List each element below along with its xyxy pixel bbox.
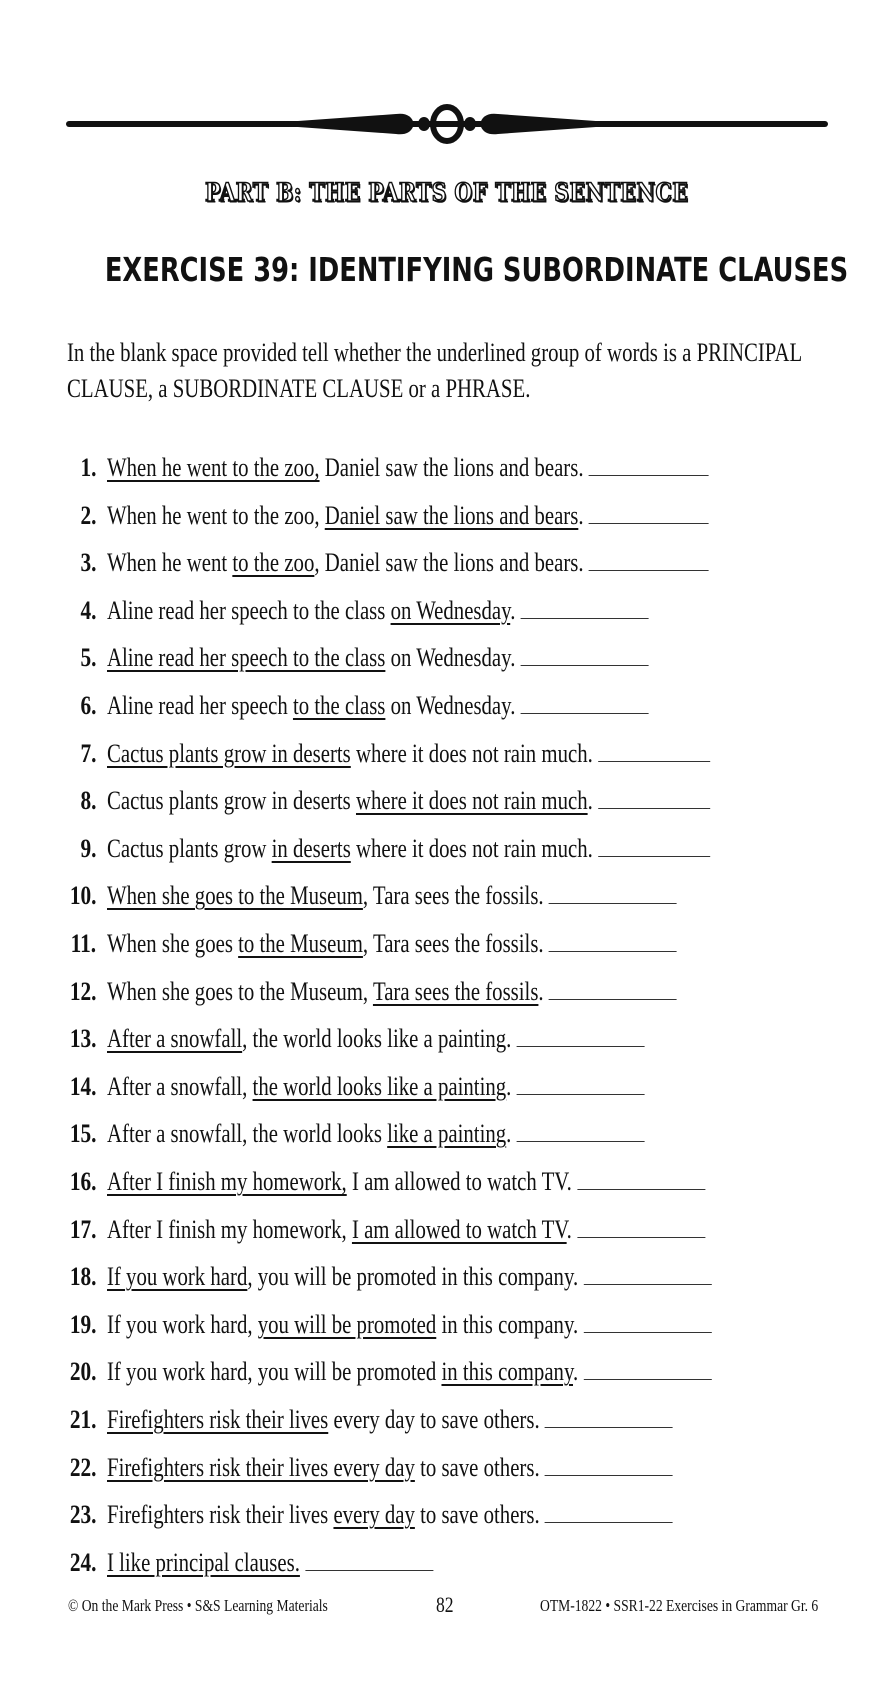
item-sentence (107, 1024, 779, 1054)
sentence-before: Aline read her speech (107, 691, 293, 720)
exercise-item (0, 1405, 893, 1445)
item-sentence (107, 548, 859, 578)
item-number: 7. (80, 738, 96, 768)
sentence-before: When she goes to the Museum, (107, 976, 373, 1006)
item-number: 24. (69, 1547, 96, 1577)
item-number: 17. (69, 1214, 96, 1244)
answer-blank[interactable] (549, 881, 677, 904)
underlined-phrase: After I finish my homework, (107, 1167, 347, 1196)
exercise-title: EXERCISE 39: IDENTIFYING SUBORDINATE CLAUSES (104, 250, 849, 289)
item-number: 6. (80, 691, 96, 720)
sentence-after: in this company. (436, 1309, 584, 1339)
exercise-item (0, 977, 893, 1017)
item-number: 8. (80, 786, 96, 816)
item-sentence (107, 1262, 863, 1292)
answer-blank[interactable] (583, 1357, 711, 1380)
answer-blank[interactable] (589, 501, 709, 524)
exercise-item (0, 834, 893, 874)
item-number: 22. (69, 1452, 96, 1482)
underlined-phrase: where it does not rain much (355, 786, 588, 816)
item-number: 15. (69, 1119, 96, 1149)
item-sentence (107, 786, 861, 816)
answer-blank[interactable] (549, 977, 677, 1000)
item-sentence (107, 1215, 855, 1245)
exercise-item (0, 1215, 893, 1255)
footer-copyright: © On the Mark Press • S&S Learning Materials (68, 1596, 328, 1615)
answer-blank[interactable] (521, 596, 649, 619)
answer-blank[interactable] (577, 1167, 705, 1190)
underlined-phrase: Firefighters risk their lives (107, 1405, 329, 1434)
sentence-before: If you work hard, you will be promoted (107, 1357, 442, 1387)
answer-blank[interactable] (577, 1215, 705, 1238)
underlined-phrase: Cactus plants grow in deserts (107, 738, 351, 768)
sentence-after: , you will be promoted in this company. (247, 1262, 584, 1292)
answer-blank[interactable] (517, 1072, 645, 1095)
sentence-after: I am allowed to watch TV. (346, 1167, 578, 1196)
underlined-phrase: in this company (441, 1357, 573, 1387)
underlined-phrase: I like principal clauses. (107, 1547, 300, 1577)
answer-blank[interactable] (545, 1405, 673, 1428)
item-sentence (107, 1167, 855, 1197)
item-sentence (107, 643, 784, 673)
item-sentence (107, 929, 819, 959)
footer-product-code: OTM-1822 • SSR1-22 Exercises in Grammar Gr. 6 (540, 1596, 819, 1615)
item-sentence (107, 1357, 863, 1387)
sentence-before: If you work hard, (107, 1309, 258, 1339)
sentence-before: After a snowfall, the world looks (107, 1119, 388, 1149)
sentence-after: to save others. (414, 1452, 545, 1482)
answer-blank[interactable] (598, 786, 710, 809)
underlined-phrase: to the zoo (232, 548, 315, 578)
answer-blank[interactable] (598, 739, 710, 762)
item-number: 1. (80, 453, 96, 482)
item-sentence (107, 1072, 779, 1102)
underlined-phrase: you will be promoted (257, 1309, 437, 1339)
underlined-phrase: every day (333, 1500, 415, 1530)
sentence-before: Aline read her speech to the class (107, 595, 391, 625)
answer-blank[interactable] (545, 1453, 673, 1476)
sentence-after: , Tara sees the fossils. (362, 881, 549, 911)
item-number: 18. (69, 1262, 96, 1292)
underlined-phrase: Tara sees the fossils (372, 976, 539, 1006)
answer-blank[interactable] (549, 929, 677, 952)
sentence-after: . (587, 786, 599, 816)
item-sentence (107, 1310, 863, 1340)
exercise-item (0, 881, 893, 921)
item-number: 16. (69, 1167, 96, 1196)
item-number: 9. (80, 833, 96, 863)
sentence-after: . (510, 595, 521, 625)
underlined-phrase: in deserts (271, 833, 351, 863)
sentence-after: . (566, 1214, 578, 1244)
underlined-phrase: to the class (292, 691, 386, 720)
item-number: 3. (80, 548, 96, 578)
answer-blank[interactable] (521, 643, 649, 666)
exercise-item (0, 643, 893, 683)
sentence-after: on Wednesday. (385, 691, 521, 720)
underlined-phrase: After a snowfall (107, 1024, 243, 1054)
page-number: 82 (436, 1592, 454, 1617)
sentence-after: every day to save others. (328, 1405, 545, 1434)
sentence-before: When she goes (107, 929, 239, 958)
item-number: 13. (69, 1024, 96, 1054)
exercise-item (0, 929, 893, 969)
exercise-item (0, 1024, 893, 1064)
item-number: 10. (69, 881, 96, 911)
item-number: 14. (69, 1071, 96, 1101)
sentence-after: Daniel saw the lions and bears. (319, 453, 589, 482)
item-number: 4. (80, 595, 96, 625)
item-sentence (107, 501, 859, 531)
exercise-item (0, 1357, 893, 1397)
item-number: 11. (70, 929, 96, 958)
sentence-before: When he went to the zoo, (107, 500, 325, 530)
answer-blank[interactable] (521, 691, 649, 714)
sentence-after: . (573, 1357, 584, 1387)
sentence-after: , Tara sees the fossils. (362, 929, 549, 958)
underlined-phrase: When he went to the zoo, (107, 453, 320, 482)
exercise-item (0, 548, 893, 588)
item-number: 23. (69, 1500, 96, 1530)
item-sentence (107, 1500, 814, 1530)
item-sentence (107, 1405, 814, 1435)
exercise-item (0, 1119, 893, 1159)
exercise-item (0, 1072, 893, 1112)
answer-blank[interactable] (545, 1500, 673, 1523)
exercise-item (0, 1262, 893, 1302)
exercise-item (0, 453, 893, 493)
answer-blank[interactable] (589, 453, 709, 476)
exercise-item (0, 596, 893, 636)
item-number: 2. (80, 500, 96, 530)
exercise-item (0, 691, 893, 731)
item-number: 12. (69, 976, 96, 1006)
item-sentence (107, 691, 784, 721)
answer-blank[interactable] (517, 1119, 645, 1142)
exercise-item (0, 1500, 893, 1540)
underlined-phrase: Aline read her speech to the class (107, 643, 386, 673)
sentence-after: . (578, 500, 589, 530)
underlined-phrase: on Wednesday (390, 595, 511, 625)
sentence-before: Cactus plants grow in deserts (107, 786, 356, 816)
answer-blank[interactable] (583, 1310, 711, 1333)
sentence-after: on Wednesday. (385, 643, 521, 673)
page-footer (0, 1592, 893, 1622)
item-number: 20. (69, 1357, 96, 1387)
underlined-phrase: When she goes to the Museum (107, 881, 363, 911)
item-number: 19. (69, 1309, 96, 1339)
underlined-phrase: like a painting (387, 1119, 507, 1149)
sentence-after: . (506, 1071, 517, 1101)
item-sentence (107, 1453, 814, 1483)
item-sentence (107, 453, 859, 483)
instructions: In the blank space provided tell whether the underlined group of words is a PRINCIPAL CLAUSE, a SUBORDINATE CLAUSE or a PHRASE. (67, 338, 803, 403)
sentence-after: where it does not rain much. (350, 738, 599, 768)
exercise-item (0, 1167, 893, 1207)
answer-blank[interactable] (589, 548, 709, 571)
underlined-phrase: If you work hard (107, 1262, 248, 1292)
item-sentence (107, 596, 784, 626)
sentence-after: where it does not rain much. (350, 833, 599, 863)
sentence-before: After I finish my homework, (107, 1214, 352, 1244)
exercise-item (0, 1453, 893, 1493)
exercise-item (0, 501, 893, 541)
underlined-phrase: Firefighters risk their lives every day (107, 1452, 415, 1482)
exercise-item (0, 1310, 893, 1350)
sentence-after: . (538, 976, 549, 1006)
item-number: 5. (80, 643, 96, 673)
item-sentence (107, 1548, 515, 1578)
item-sentence (107, 881, 819, 911)
sentence-after: . (506, 1119, 517, 1149)
answer-blank[interactable] (517, 1024, 645, 1047)
exercise-item (0, 1548, 893, 1588)
sentence-before: When he went (107, 548, 233, 578)
decorative-divider-ornament (66, 100, 828, 150)
underlined-phrase: Daniel saw the lions and bears (324, 500, 579, 530)
item-sentence (107, 1119, 779, 1149)
item-number: 21. (69, 1405, 96, 1434)
item-sentence (107, 739, 861, 769)
exercise-item (0, 739, 893, 779)
sentence-before: Firefighters risk their lives (107, 1500, 334, 1530)
answer-blank[interactable] (598, 834, 710, 857)
sentence-before: Cactus plants grow (107, 833, 272, 863)
sentence-before: After a snowfall, (107, 1071, 253, 1101)
underlined-phrase: to the Museum (238, 929, 363, 958)
underlined-phrase: I am allowed to watch TV (351, 1214, 567, 1244)
part-title: PART B: THE PARTS OF THE SENTENCE (204, 178, 689, 207)
answer-blank[interactable] (305, 1548, 433, 1571)
underlined-phrase: the world looks like a painting (252, 1071, 507, 1101)
item-sentence (107, 977, 819, 1007)
sentence-after: , the world looks like a painting. (242, 1024, 517, 1054)
answer-blank[interactable] (583, 1262, 711, 1285)
sentence-after: to save others. (414, 1500, 545, 1530)
item-sentence (107, 834, 861, 864)
sentence-after: , Daniel saw the lions and bears. (314, 548, 589, 578)
exercise-item (0, 786, 893, 826)
